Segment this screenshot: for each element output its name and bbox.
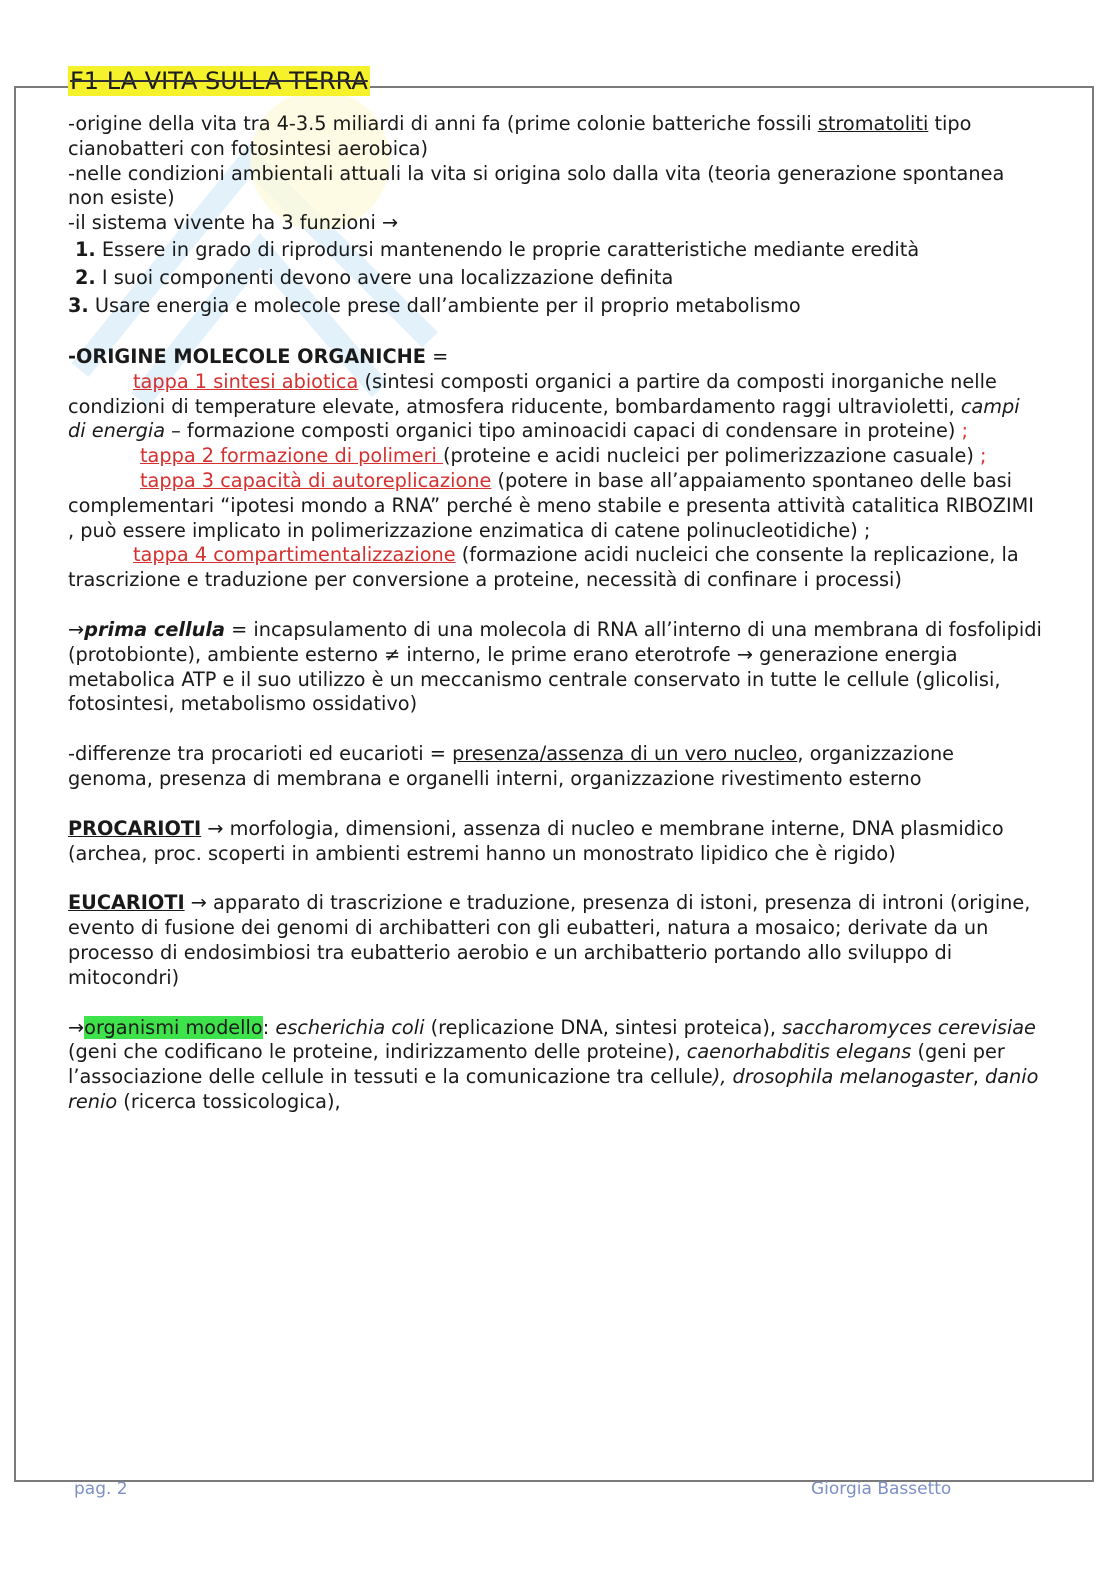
eucarioti: EUCARIOTI → apparato di trascrizione e traduzione, presenza di istoni, presenza di introni (origine, evento di fusione dei genomi di archibatteri con gli eubatteri, natura a mosaico; derivate da un processo di endosimbiosi tra eubatterio aerobio e un archibatterio portando allo sviluppo di mitocondri) [68, 891, 1031, 989]
author-name: Giorgia Bassetto [811, 1479, 952, 1499]
intro-line-1: -origine della vita tra 4-3.5 miliardi di anni fa (prime colonie batteriche fossili stromatoliti tipo cianobatteri con fotosintesi aerobica) [68, 112, 972, 160]
intro-line-2: -nelle condizioni ambientali attuali la vita si origina solo dalla vita (teoria generazione spontanea non esiste) [68, 161, 1005, 210]
page-title: F1 LA VITA SULLA TERRA [70, 67, 368, 95]
function-item: 1. Essere in grado di riprodursi mantenendo le proprie caratteristiche mediante eredità [75, 237, 920, 261]
tappa-3-label: tappa 3 capacità di autoreplicazione [140, 468, 492, 492]
procarioti: PROCARIOTI → morfologia, dimensioni, assenza di nucleo e membrane interne, DNA plasmidico (archea, proc. scoperti in ambienti estremi hanno un monostrato lipidico che è rigido) [68, 816, 1004, 865]
differenze: -differenze tra procarioti ed eucarioti = presenza/assenza di un vero nucleo, organizzazione genoma, presenza di membrana e organelli interni, organizzazione rivestimento esterno [68, 742, 955, 790]
tappa-1-label: tappa 1 sintesi abiotica [133, 369, 359, 393]
tappa-2: tappa 2 formazione di polimeri (proteine e acidi nucleici per polimerizzazione casuale) ; [140, 444, 987, 468]
organismi-modello: →organismi modello: escherichia coli (replicazione DNA, sintesi proteica), saccharomyces cerevisiae (geni che codificano le proteine, indirizzamento delle proteine), caenorhabditis elegans (geni per l’associazione delle cellule in tessuti e la comunicazione tra cellule), drosophila melanogaster, danio renio (ricerca tossicologica), [68, 1015, 1039, 1113]
origine-heading: -ORIGINE MOLECOLE ORGANICHE = [68, 344, 449, 368]
prima-cellula: →prima cellula = incapsulamento di una molecola di RNA all’interno di una membrana di fosfolipidi (protobionte), ambiente esterno ≠ interno, le prime erano eterotrofe → generazione energia metabolica ATP e il suo utilizzo è un meccanismo centrale conservato in tutte le cellule (glicolisi, fotosintesi, metabolismo ossidativo) [68, 617, 1042, 716]
function-item: 2. I suoi componenti devono avere una localizzazione definita [75, 265, 674, 289]
tappa-3: tappa 3 capacità di autoreplicazione (potere in base all’appaiamento spontaneo delle basi complementari “ipotesi mondo a RNA” perché è meno stabile e presenta attività catalitica RIBOZIMI , può essere implicato in polimerizzazione enzimatica di catene polinucleotidiche) ; [68, 468, 1034, 542]
intro-line-3: -il sistema vivente ha 3 funzioni → [68, 211, 399, 235]
page-number: pag. 2 [74, 1479, 128, 1499]
tappa-4-label: tappa 4 compartimentalizzazione [133, 543, 456, 567]
tappa-4: tappa 4 compartimentalizzazione (formazione acidi nucleici che consente la replicazione, la trascrizione e traduzione per conversione a proteine, necessità di confinare i processi) [68, 543, 1019, 592]
tappa-2-label: tappa 2 formazione di polimeri [140, 444, 443, 468]
function-item: 3. Usare energia e molecole prese dall’ambiente per il proprio metabolismo [68, 293, 801, 317]
document-body [68, 66, 1043, 1115]
tappa-1: tappa 1 sintesi abiotica (sintesi composti organici a partire da composti inorganiche nelle condizioni di temperature elevate, atmosfera riducente, bombardamento raggi ultravioletti, campi di energia – formazione composti organici tipo aminoacidi capaci di condensare in proteine) ; [68, 369, 1020, 443]
